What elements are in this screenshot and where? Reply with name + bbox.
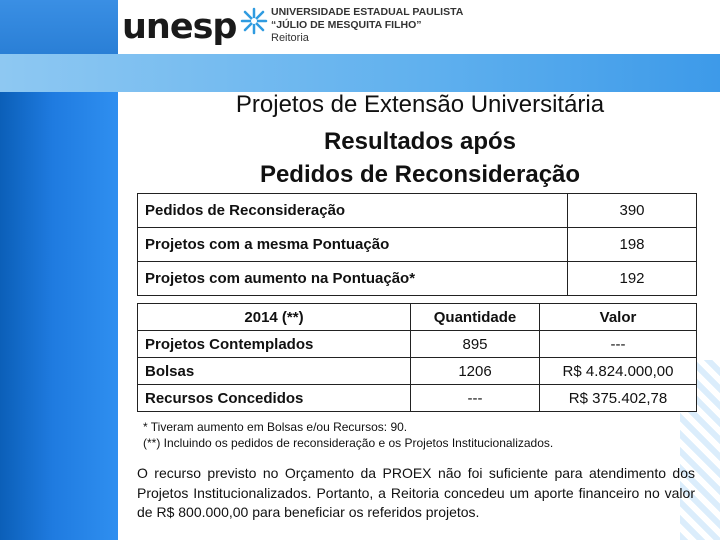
logo-mark-icon (238, 5, 270, 37)
header-quantidade: Quantidade (411, 304, 540, 331)
univ-line2: “JÚLIO DE MESQUITA FILHO” (271, 19, 422, 31)
row-quantidade: 1206 (411, 358, 540, 385)
footnote-2: (**) Incluindo os pedidos de reconsideração e os Projetos Institucionalizados. (143, 436, 554, 450)
table-row (138, 385, 697, 412)
body-paragraph: O recurso previsto no Orçamento da PROEX não foi suficiente para atendimento dos Projetos Institucionalizados. Portanto, a Reitoria concedeu um aporte financeiro no valor de R$ 800.000,00 para beneficiar os referidos projetos. (137, 465, 695, 520)
footnotes (143, 419, 553, 451)
row-label: Pedidos de Reconsideração (138, 194, 568, 228)
header-band (0, 54, 720, 92)
page-title: Projetos de Extensão Universitária (235, 91, 605, 118)
left-bar-top (0, 0, 118, 54)
table-row (138, 331, 697, 358)
row-label: Projetos com a mesma Pontuação (138, 228, 568, 262)
univ-line1: UNIVERSIDADE ESTADUAL PAULISTA (271, 6, 464, 18)
results-2014-table (137, 303, 697, 412)
reconsideration-table (137, 193, 697, 296)
row-label: Projetos com aumento na Pontuação* (138, 262, 568, 296)
left-side-bar (0, 92, 118, 540)
row-quantidade: --- (411, 385, 540, 412)
table-row (138, 262, 697, 296)
header-valor: Valor (540, 304, 697, 331)
row-label: Bolsas (138, 358, 411, 385)
table-header-row (138, 304, 697, 331)
subtitle-line2: Pedidos de Reconsideração (259, 161, 581, 188)
row-quantidade: 895 (411, 331, 540, 358)
row-label: Projetos Contemplados (138, 331, 411, 358)
row-value: 390 (568, 194, 697, 228)
row-valor: R$ 4.824.000,00 (540, 358, 697, 385)
row-valor: --- (540, 331, 697, 358)
subtitle-line1: Resultados após (323, 128, 517, 155)
row-label: Recursos Concedidos (138, 385, 411, 412)
unesp-logo (122, 0, 270, 54)
table-row (138, 358, 697, 385)
university-name (271, 6, 463, 45)
row-valor: R$ 375.402,78 (540, 385, 697, 412)
footnote-1: * Tiveram aumento em Bolsas e/ou Recursos: 90. (143, 420, 408, 434)
univ-line3: Reitoria (271, 32, 309, 44)
row-value: 198 (568, 228, 697, 262)
row-value: 192 (568, 262, 697, 296)
table-row (138, 194, 697, 228)
header-year: 2014 (**) (138, 304, 411, 331)
table-row (138, 228, 697, 262)
logo-text: unesp (122, 7, 237, 47)
